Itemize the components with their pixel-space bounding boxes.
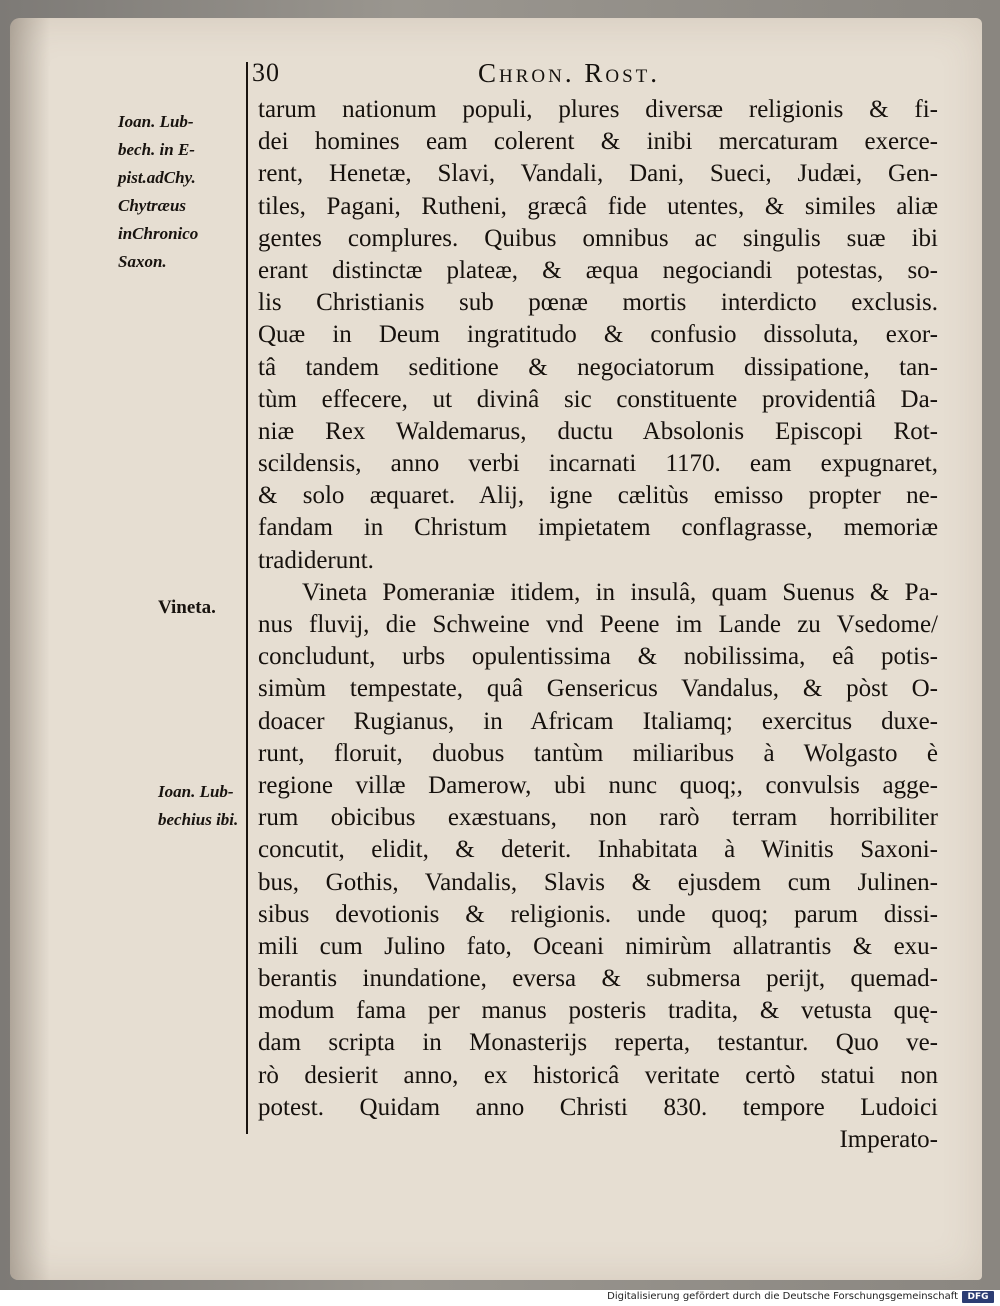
text-line: runt, floruit, duobus tantùm miliaribus à Wolgasto è [258,739,938,767]
text-line: tùm effecere, ut divinâ sic constituente providentiâ Da- [258,385,938,413]
text-line: potest. Quidam anno Christi 830. tempore Ludoici [258,1093,938,1121]
margin-note-line: Vineta. [158,597,216,618]
page-header [252,54,722,94]
text-line: rum obicibus exæstuans, non rarò terram horribiliter [258,804,938,832]
margin-note-line: pist.adChy. [118,168,196,187]
text-line: tiles, Pagani, Rutheni, græcâ fide utentes, & similes aliæ [258,192,938,220]
text-line: Quæ in Deum ingratitudo & confusio dissoluta, exor- [258,321,938,349]
text-line: regione villæ Damerow, ubi nunc quoq;, convulsis agge- [258,771,938,799]
text-line: scildensis, anno verbi incarnati 1170. eam expugnaret, [258,450,938,478]
text-line: tarum nationum populi, plures diversæ religionis & fi- [258,96,938,123]
gutter-shadow [10,18,50,1280]
text-line: rò desierit anno, ex historicâ veritate certò statui non [258,1061,938,1089]
text-line: lis Christianis sub pœnæ mortis interdicto exclusis. [258,289,938,317]
text-line: concludunt, urbs opulentissima & nobilissima, eâ potis- [258,643,938,671]
text-line: erant distinctæ plateæ, & æqua negociandi potestas, so- [258,256,938,284]
footer-credit: Digitalisierung gefördert durch die Deutsche Forschungsgemeinschaft [607,1291,958,1302]
text-line: tradiderunt. [258,546,374,574]
text-line: mili cum Julino fato, Oceani nimirùm allatrantis & exu- [258,932,938,960]
text-line: berantis inundatione, eversa & submersa perijt, quemad- [258,965,938,993]
text-line: dam scripta in Monasterijs reperta, testantur. Quo ve- [258,1029,938,1057]
text-line: rent, Henetæ, Slavi, Vandali, Dani, Sueci, Judæi, Gen- [258,160,938,188]
margin-note-line: bech. in E- [118,140,195,159]
text-line: fandam in Christum impietatem conflagrasse, memoriæ [258,514,938,542]
text-line: sibus devotionis & religionis. unde quoq; parum dissi- [258,900,938,928]
footer-bar [0,1290,1000,1306]
text-line: nus fluvij, die Schweine vnd Peene im Lande zu Vsedome/ [258,611,938,638]
running-title: Chron. Rost. [478,58,660,88]
margin-note-line: Chytræus [118,196,187,215]
text-line: gentes complures. Quibus omnibus ac singulis suæ ibi [258,224,938,252]
text-line: dei homines eam colerent & inibi mercaturam exerce- [258,128,938,156]
margin-note-lubbech-epist [118,108,248,276]
margin-note-line: Saxon. [118,252,167,271]
margin-note-line: Ioan. Lub- [158,782,234,801]
text-line: doacer Rugianus, in Africam Italiamq; exercitus duxe- [258,707,938,735]
page-number: 30 [252,58,280,87]
text-line: modum fama per manus posteris tradita, & vetusta quę- [258,997,938,1025]
text-line: concutit, elidit, & deterit. Inhabitata à Winitis Saxoni- [258,836,938,864]
catchword: Imperato- [839,1126,938,1153]
body-text [258,94,938,1156]
text-line: simùm tempestate, quâ Gensericus Vandalus, & pòst O- [258,675,938,703]
text-line: bus, Gothis, Vandalis, Slavis & ejusdem cum Julinen- [258,868,938,896]
margin-note-line: Ioan. Lub- [118,112,194,131]
text-line: & solo æquaret. Alij, igne cælitùs emisso propter ne- [258,482,938,510]
paragraph-start-line: Vineta Pomeraniæ itidem, in insulâ, quam Suenus & Pa- [302,578,938,606]
dfg-logo: DFG [962,1291,994,1303]
margin-note-line: bechius ibi. [158,810,239,829]
text-line: tâ tandem seditione & negociatorum dissipatione, tan- [258,353,938,381]
margin-note-line: inChronico [118,224,199,243]
text-line: niæ Rex Waldemarus, ductu Absolonis Episcopi Rot- [258,417,938,445]
